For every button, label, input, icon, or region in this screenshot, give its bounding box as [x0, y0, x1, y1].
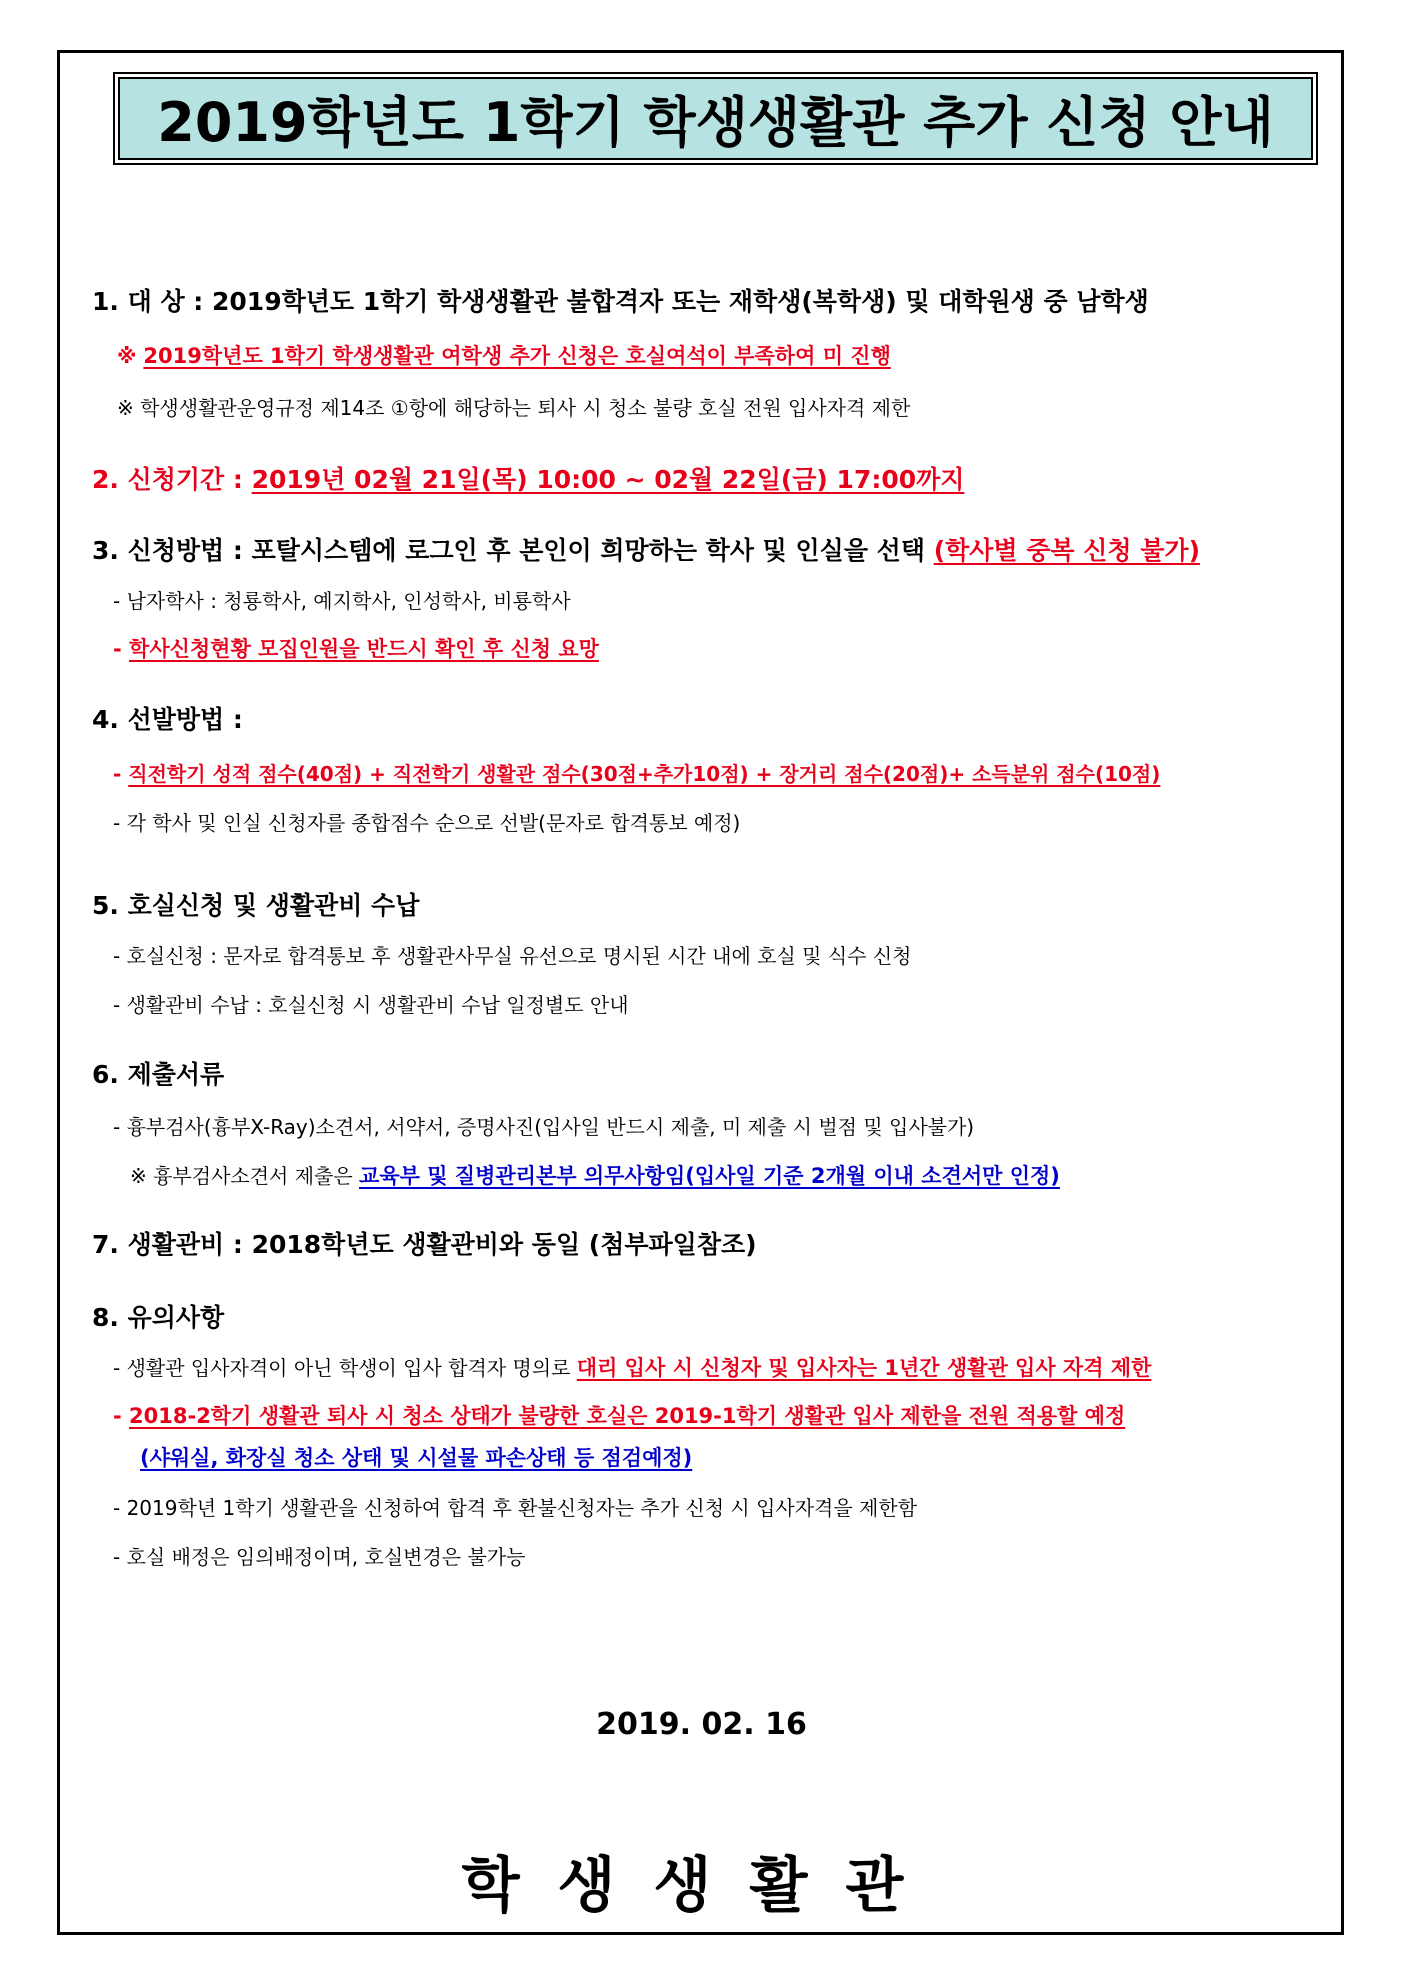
section-8-item-1: [113, 1352, 1151, 1382]
item-2-sub-text: (샤워실, 화장실 청소 상태 및 시설물 파손상태 등 점검예정): [140, 1446, 693, 1470]
section-3-method: [92, 531, 1200, 567]
note-1-text: 2019학년도 1학기 학생생활관 여학생 추가 신청은 호실여석이 부족하여 미 진행: [143, 344, 891, 368]
period-value: 2019년 02월 21일(목) 10:00 ~ 02월 22일(금) 17:00까지: [251, 465, 965, 494]
note-highlight: 교육부 및 질병관리본부 의무사항임(입사일 기준 2개월 이내 소견서만 인정): [359, 1164, 1060, 1188]
note-mark: ※: [117, 344, 137, 368]
section-3-item-2: [113, 633, 599, 663]
section-7-fee: 7. 생활관비 : 2018학년도 생활관비와 동일 (첨부파일참조): [92, 1230, 757, 1259]
section-8-notes: 8. 유의사항: [92, 1303, 225, 1332]
section-4-item-1: [113, 758, 1160, 787]
section-5-item-1: - 호실신청 : 문자로 합격통보 후 생활관사무실 유선으로 명시된 시간 내에 호실 및 식수 신청: [113, 944, 912, 968]
item-dash: -: [113, 762, 129, 786]
note-prefix: ※ 흉부검사소견서 제출은: [130, 1164, 360, 1188]
section-3-item-1: - 남자학사 : 청룡학사, 예지학사, 인성학사, 비룡학사: [113, 589, 571, 613]
item-2-text: 학사신청현황 모집인원을 반드시 확인 후 신청 요망: [129, 637, 599, 661]
section-1-note-2: ※ 학생생활관운영규정 제14조 ①항에 해당하는 퇴사 시 청소 불량 호실 전원 입사자격 제한: [117, 396, 911, 420]
organization-name: 학생생활관: [461, 1851, 942, 1921]
section-4-item-2: - 각 학사 및 인실 신청자를 종합점수 순으로 선발(문자로 합격통보 예정): [113, 811, 741, 835]
item-2-text: 2018-2학기 생활관 퇴사 시 청소 상태가 불량한 호실은 2019-1학기 생활관 입사 제한을 전원 적용할 예정: [129, 1404, 1126, 1428]
section-8-item-3: - 2019학년 1학기 생활관을 신청하여 합격 후 환불신청자는 추가 신청 시 입사자격을 제한함: [113, 1496, 918, 1520]
page-title: 2019학년도 1학기 학생생활관 추가 신청 안내: [157, 91, 1274, 154]
method-highlight: (학사별 중복 신청 불가): [933, 536, 1201, 565]
method-label: 3. 신청방법 : 포탈시스템에 로그인 후 본인이 희망하는 학사 및 인실을 선택: [92, 536, 934, 565]
item-1-highlight: 대리 입사 시 신청자 및 입사자는 1년간 생활관 입사 자격 제한: [576, 1356, 1152, 1380]
section-6-note: [130, 1160, 1060, 1190]
section-8-item-2-sub: [140, 1442, 692, 1472]
score-formula: 직전학기 성적 점수(40점) + 직전학기 생활관 점수(30점+추가10점) + 장거리 점수(20점)+ 소득분위 점수(10점): [128, 762, 1161, 786]
period-label: 2. 신청기간 :: [92, 465, 252, 494]
item-dash: -: [113, 1404, 130, 1428]
section-2-period: [92, 460, 964, 496]
section-4-selection: 4. 선발방법 :: [92, 705, 243, 734]
section-5-room: 5. 호실신청 및 생활관비 수납: [92, 891, 420, 920]
item-dash: -: [113, 637, 130, 661]
section-5-item-2: - 생활관비 수납 : 호실신청 시 생활관비 수납 일정별도 안내: [113, 993, 629, 1017]
section-6-documents: 6. 제출서류: [92, 1060, 225, 1089]
title-box: [118, 77, 1313, 160]
section-6-item-1: - 흉부검사(흉부X-Ray)소견서, 서약서, 증명사진(입사일 반드시 제출, 미 제출 시 벌점 및 입사불가): [113, 1115, 975, 1139]
item-1-prefix: - 생활관 입사자격이 아닌 학생이 입사 합격자 명의로: [113, 1356, 577, 1380]
section-1-note-1: [117, 340, 891, 370]
section-8-item-4: - 호실 배정은 임의배정이며, 호실변경은 불가능: [113, 1545, 526, 1569]
section-1-target: 1. 대 상 : 2019학년도 1학기 학생생활관 불합격자 또는 재학생(복학생) 및 대학원생 중 남학생: [92, 287, 1149, 316]
issue-date: 2019. 02. 16: [596, 1707, 807, 1742]
section-8-item-2: [113, 1400, 1125, 1430]
